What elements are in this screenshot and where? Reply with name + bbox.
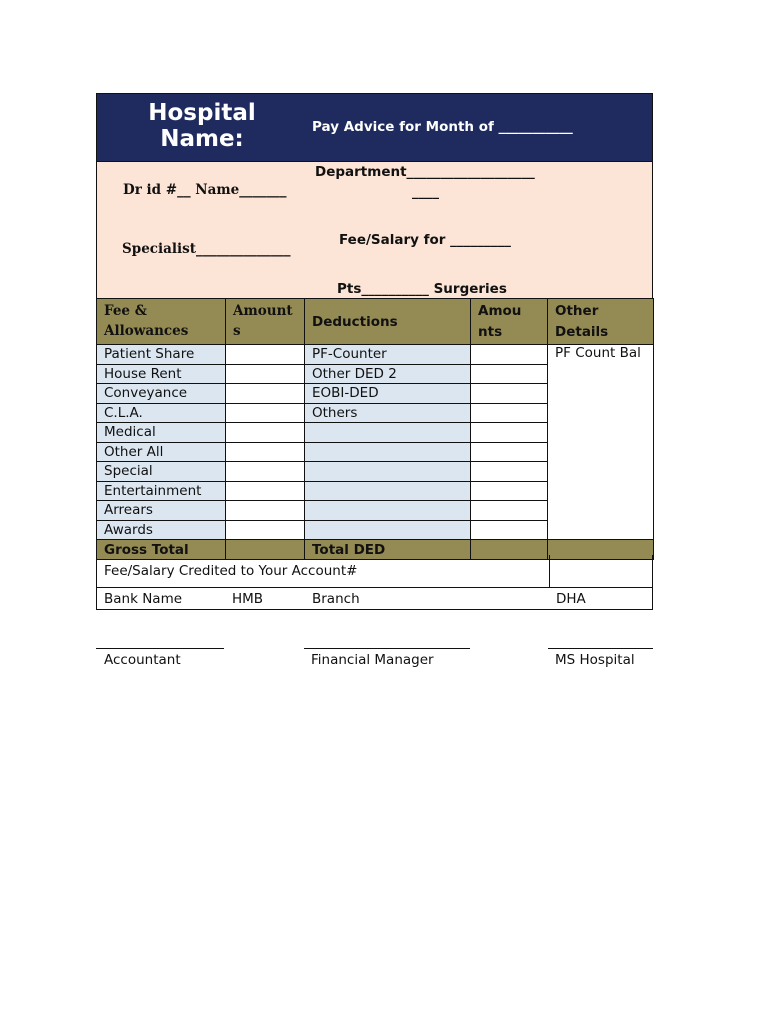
- accountant-signature-line: [96, 648, 224, 649]
- deduction-cell: Others: [305, 403, 471, 423]
- deduction-cell: [305, 423, 471, 443]
- allowance-cell: Conveyance: [97, 384, 226, 404]
- amount-cell[interactable]: [471, 520, 548, 540]
- amount-cell[interactable]: [226, 403, 305, 423]
- fee-salary-for-field: Fee/Salary for _________: [339, 232, 511, 248]
- branch-label: Branch: [312, 591, 360, 607]
- department-field-continued: ____: [412, 184, 439, 200]
- allowance-cell: C.L.A.: [97, 403, 226, 423]
- amount-cell[interactable]: [471, 462, 548, 482]
- allowance-cell: Entertainment: [97, 481, 226, 501]
- table-row: [97, 345, 654, 365]
- bank-name-value: HMB: [232, 591, 264, 607]
- amount-cell[interactable]: [226, 520, 305, 540]
- header-other-details: Other Details: [548, 299, 654, 345]
- form-header: [96, 93, 653, 162]
- pts-surgeries-field: Pts__________ Surgeries: [337, 281, 507, 297]
- header-amounts-left: Amount s: [226, 299, 305, 345]
- allowance-cell: Awards: [97, 520, 226, 540]
- amount-cell[interactable]: [471, 442, 548, 462]
- deduction-cell: [305, 481, 471, 501]
- header-deductions: Deductions: [305, 299, 471, 345]
- ms-hospital-label: MS Hospital: [555, 652, 635, 668]
- amount-cell[interactable]: [226, 501, 305, 521]
- header-amounts-right: Amou nts: [471, 299, 548, 345]
- gross-total-label: Gross Total: [97, 540, 226, 560]
- pay-advice-form: [96, 93, 653, 610]
- amount-cell[interactable]: [471, 364, 548, 384]
- amount-cell[interactable]: [471, 384, 548, 404]
- department-field: Department___________________: [315, 164, 535, 180]
- specialist-field: Specialist______________: [122, 241, 291, 257]
- deduction-cell: [305, 462, 471, 482]
- dr-id-name-field: Dr id #__ Name_______: [123, 182, 287, 198]
- amount-cell[interactable]: [226, 481, 305, 501]
- hospital-name-title: Hospital Name:: [148, 100, 256, 152]
- allowance-cell: Medical: [97, 423, 226, 443]
- credited-account-label: Fee/Salary Credited to Your Account#: [104, 563, 358, 579]
- amount-cell[interactable]: [471, 501, 548, 521]
- other-details-cell: PF Count Bal: [548, 345, 654, 540]
- amount-cell[interactable]: [471, 481, 548, 501]
- header-fee-allowances: Fee & Allowances: [97, 299, 226, 345]
- allowance-cell: Patient Share: [97, 345, 226, 365]
- credited-row: [97, 555, 652, 588]
- amount-cell[interactable]: [226, 345, 305, 365]
- deduction-cell: [305, 520, 471, 540]
- amount-cell[interactable]: [226, 462, 305, 482]
- total-ded-label: Total DED: [305, 540, 471, 560]
- allowance-cell: Other All: [97, 442, 226, 462]
- allowance-cell: House Rent: [97, 364, 226, 384]
- amount-cell[interactable]: [471, 403, 548, 423]
- amount-cell[interactable]: [471, 345, 548, 365]
- pay-advice-month: Pay Advice for Month of ___________: [312, 119, 573, 135]
- info-section: [96, 162, 653, 298]
- amount-cell[interactable]: [226, 423, 305, 443]
- deduction-cell: [305, 501, 471, 521]
- table-header-row: [97, 299, 654, 345]
- pay-table: [96, 298, 654, 560]
- financial-manager-signature-line: [304, 648, 470, 649]
- amount-cell[interactable]: [471, 423, 548, 443]
- amount-cell[interactable]: [226, 364, 305, 384]
- allowance-cell: Special: [97, 462, 226, 482]
- deduction-cell: PF-Counter: [305, 345, 471, 365]
- deduction-cell: EOBI-DED: [305, 384, 471, 404]
- credit-section: [96, 555, 653, 610]
- deduction-cell: [305, 442, 471, 462]
- allowance-cell: Arrears: [97, 501, 226, 521]
- financial-manager-label: Financial Manager: [311, 652, 434, 668]
- branch-value: DHA: [556, 591, 586, 607]
- ms-hospital-signature-line: [548, 648, 653, 649]
- amount-cell[interactable]: [226, 384, 305, 404]
- account-number-box[interactable]: [549, 555, 550, 587]
- bank-name-label: Bank Name: [104, 591, 183, 607]
- deduction-cell: Other DED 2: [305, 364, 471, 384]
- accountant-label: Accountant: [104, 652, 181, 668]
- amount-cell[interactable]: [226, 442, 305, 462]
